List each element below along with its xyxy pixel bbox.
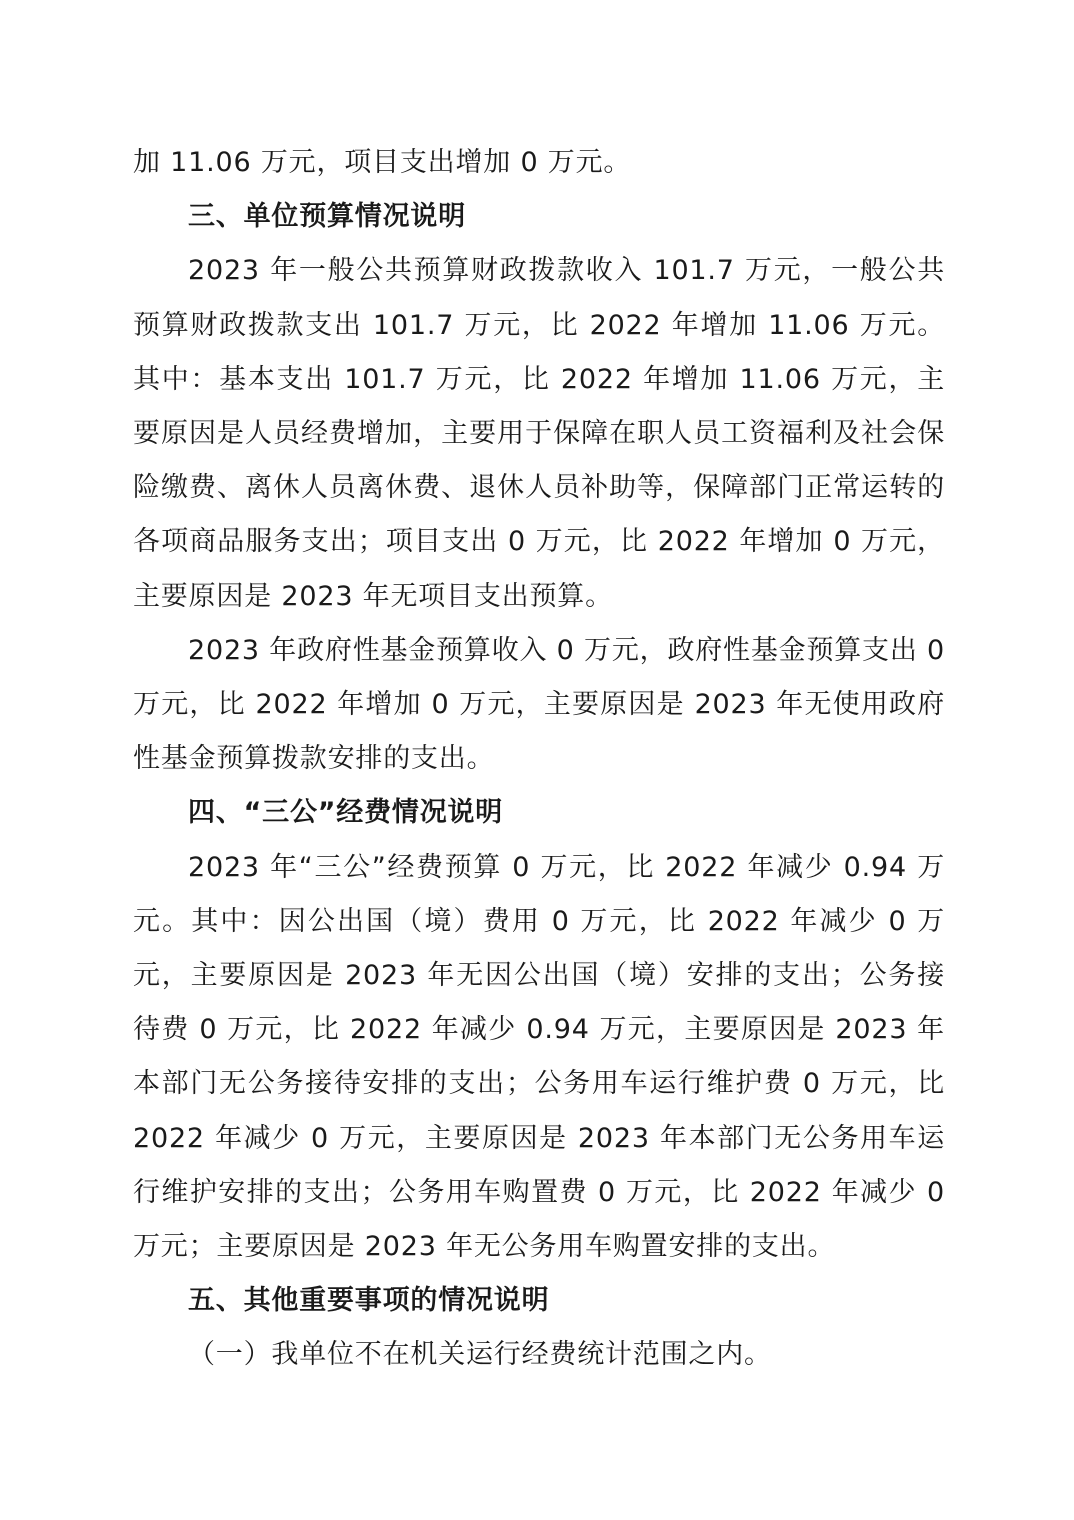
paragraph-government-fund-budget: 2023 年政府性基金预算收入 0 万元，政府性基金预算支出 0 万元，比 2022 年增加 0 万元，主要原因是 2023 年无使用政府性基金预算拨款安排的支出。 bbox=[133, 634, 945, 775]
paragraph-general-public-budget: 2023 年一般公共预算财政拨款收入 101.7 万元，一般公共预算财政拨款支出 101.7 万元，比 2022 年增加 11.06 万元。其中：基本支出 101.7 万元，比 2022 年增加 11.06 万元，主要原因是人员经费增加，主要用于保障在职人员工资福利及社会保险缴费、离休人员离休费、退休人员补助等，保障部门正常运转的各项商品服务支出；项目支出 0 万元，比 2022 年增加 0 万元，主要原因是 2023 年无项目支出预算。 bbox=[133, 255, 945, 612]
paragraph-three-public-expenses: 2023 年“三公”经费预算 0 万元，比 2022 年减少 0.94 万元。其中：因公出国（境）费用 0 万元，比 2022 年减少 0 万元，主要原因是 2023 年无因公出国（境）安排的支出；公务接待费 0 万元，比 2022 年减少 0.94 万元，主要原因是 2023 年本部门无公务接待安排的支出；公务用车运行维护费 0 万元，比 2022 年减少 0 万元，主要原因是 2023 年本部门无公务用车运行维护安排的支出；公务用车购置费 0 万元，比 2022 年减少 0 万元；主要原因是 2023 年无公务用车购置安排的支出。 bbox=[133, 851, 945, 1263]
paragraph-operating-expenses-note: （一）我单位不在机关运行经费统计范围之内。 bbox=[188, 1339, 772, 1371]
section-heading-unit-budget: 三、单位预算情况说明 bbox=[188, 201, 466, 233]
continuation-paragraph: 加 11.06 万元，项目支出增加 0 万元。 bbox=[133, 147, 632, 178]
section-heading-three-public-expenses: 四、“三公”经费情况说明 bbox=[188, 797, 504, 829]
document-page bbox=[133, 136, 945, 1383]
section-heading-other-matters: 五、其他重要事项的情况说明 bbox=[188, 1285, 550, 1317]
